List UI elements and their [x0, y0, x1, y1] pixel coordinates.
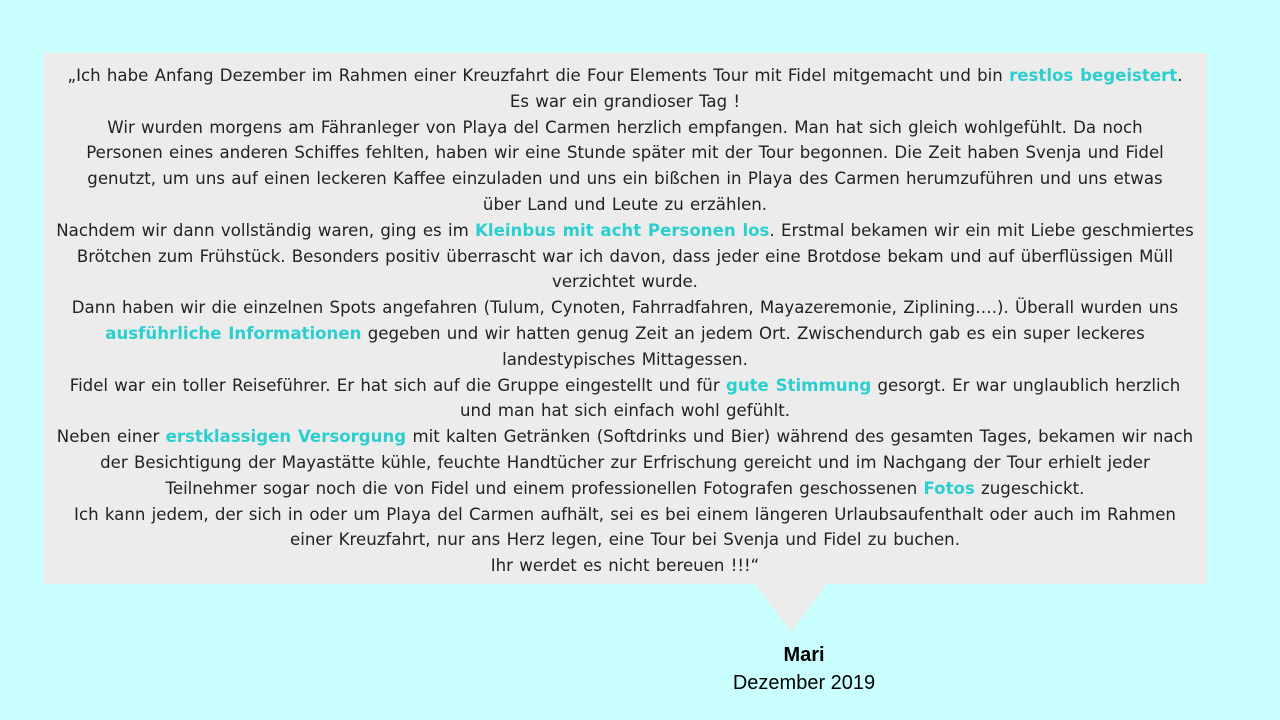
testimonial-line	[43, 347, 1207, 373]
text-segment: Ich kann jedem, der sich in oder um Playa del Carmen aufhält, sei es bei einem längeren Urlaubsaufenthalt oder auch im Rahmen	[74, 504, 1176, 524]
author-name: Mari	[783, 644, 825, 666]
highlighted-phrase: gute Stimmung	[725, 375, 872, 395]
testimonial-line	[43, 218, 1207, 244]
testimonial-bubble	[43, 53, 1207, 584]
text-segment: verzichtet wurde.	[552, 272, 698, 292]
text-segment: .	[1177, 66, 1183, 85]
text-segment: der Besichtigung der Mayastätte kühle, feuchte Handtücher zur Erfrischung gereicht und im Nachgang der Tour erhielt jeder	[100, 452, 1150, 472]
text-segment: Wir wurden morgens am Fähranleger von Playa del Carmen herzlich empfangen. Man hat sich gleich wohlgefühlt. Da noch	[107, 117, 1143, 137]
testimonial-line	[43, 115, 1207, 141]
text-segment: Teilnehmer sogar noch die von Fidel und einem professionellen Fotografen geschossenen	[165, 478, 924, 498]
text-segment: „Ich habe Anfang Dezember im Rahmen einer Kreuzfahrt die Four Elements Tour mit Fidel mitgemacht und bin	[67, 66, 1010, 85]
text-segment: Brötchen zum Frühstück. Besonders positiv überrascht war ich davon, dass jeder eine Brotdose bekam und auf überflüssigen Müll	[76, 246, 1174, 266]
testimonial-line	[43, 269, 1207, 295]
testimonial-line	[43, 89, 1207, 115]
testimonial-line	[43, 321, 1207, 347]
speech-bubble-tail	[755, 584, 827, 632]
author-block	[704, 642, 904, 698]
highlighted-phrase: Kleinbus mit acht Personen los	[475, 220, 770, 240]
testimonial-line	[43, 166, 1207, 192]
text-segment: zugeschickt.	[974, 478, 1085, 498]
testimonial-line	[43, 450, 1207, 476]
text-segment: über Land und Leute zu erzählen.	[482, 194, 768, 214]
text-segment: . Erstmal bekamen wir ein mit Liebe geschmiertes	[769, 220, 1194, 240]
text-segment: einer Kreuzfahrt, nur ans Herz legen, eine Tour bei Svenja und Fidel zu buchen.	[290, 530, 960, 550]
text-segment: gesorgt. Er war unglaublich herzlich	[871, 375, 1181, 395]
text-segment: landestypisches Mittagessen.	[502, 349, 748, 369]
text-segment: mit kalten Getränken (Softdrinks und Bier) während des gesamten Tages, bekamen wir nach	[406, 427, 1194, 447]
testimonial-line	[43, 502, 1207, 528]
text-segment: Ihr werdet es nicht bereuen !!!“	[490, 556, 760, 576]
text-segment: Nachdem wir dann vollständig waren, ging es im	[56, 220, 476, 240]
highlighted-phrase: restlos begeistert	[1009, 66, 1178, 85]
highlighted-phrase: Fotos	[923, 478, 975, 498]
testimonial-line	[43, 476, 1207, 502]
text-segment: genutzt, um uns auf einen leckeren Kaffee einzuladen und uns ein bißchen in Playa des Carmen herumzuführen und uns etwas	[87, 169, 1163, 189]
text-segment: Personen eines anderen Schiffes fehlten, haben wir eine Stunde später mit der Tour begonnen. Die Zeit haben Svenja und Fidel	[86, 143, 1164, 163]
text-segment: Fidel war ein toller Reiseführer. Er hat sich auf die Gruppe eingestellt und für	[69, 375, 726, 395]
text-segment: und man hat sich einfach wohl gefühlt.	[460, 401, 790, 421]
testimonial-text	[43, 63, 1207, 579]
testimonial-line	[43, 553, 1207, 579]
text-segment: Dann haben wir die einzelnen Spots angefahren (Tulum, Cynoten, Fahrradfahren, Mayazeremonie, Ziplining….). Überall wurden uns	[71, 298, 1179, 318]
testimonial-line	[43, 192, 1207, 218]
highlighted-phrase: ausführliche Informationen	[105, 323, 362, 343]
testimonial-line	[43, 295, 1207, 321]
text-segment: Es war ein grandioser Tag !	[509, 91, 741, 111]
testimonial-line	[43, 244, 1207, 270]
author-date: Dezember 2019	[732, 672, 876, 694]
testimonial-line	[43, 527, 1207, 553]
testimonial-line	[43, 398, 1207, 424]
testimonial-line	[43, 63, 1207, 89]
highlighted-phrase: erstklassigen Versorgung	[165, 427, 407, 447]
text-segment: gegeben und wir hatten genug Zeit an jedem Ort. Zwischendurch gab es ein super leckeres	[361, 323, 1145, 343]
testimonial-line	[43, 140, 1207, 166]
testimonial-line	[43, 373, 1207, 399]
testimonial-line	[43, 424, 1207, 450]
text-segment: Neben einer	[56, 427, 166, 447]
